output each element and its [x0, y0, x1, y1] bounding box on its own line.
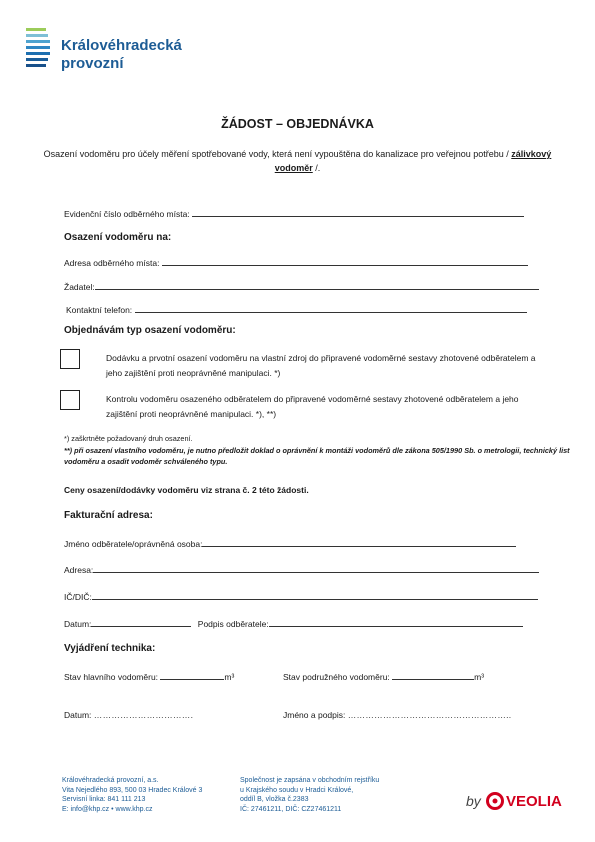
adresa-om-row — [64, 256, 528, 268]
option2-checkbox[interactable] — [60, 390, 80, 410]
logo-bar — [26, 58, 48, 61]
billing-address-field[interactable] — [93, 563, 539, 573]
evidencni-label: Evidenční číslo odběrného místa: — [64, 209, 190, 219]
billing-signature-label: Podpis odběratele: — [197, 619, 269, 629]
footer-registry-line: oddíl B, vložka č.2383 — [240, 796, 309, 803]
option1-checkbox[interactable] — [60, 349, 80, 369]
option1-text: Dodávku a prvotní osazení vodoměru na vlastní zdroj do připravené vodoměrné sestavy zhotovené odběratelem a jeho zajištění proti neoprávněné manipulaci. *) — [106, 353, 536, 378]
veolia-logo-icon — [485, 791, 505, 811]
option2-text: Kontrolu vodoměru osazeného odběratelem do připravené vodoměrné sestavy zhotovené odběratelem a jeho zajištění proti neoprávněné manipulaci. *), **) — [106, 394, 519, 419]
tech-sign-field[interactable]: ……………………………………………….. — [347, 710, 512, 720]
prices-note: Ceny osazení/dodávky vodoměru viz strana č. 2 této žádosti. — [64, 485, 309, 495]
logo-bar — [26, 52, 50, 55]
company-logo-text — [61, 37, 182, 73]
billing-heading: Fakturační adresa: — [64, 510, 153, 521]
main-meter-row — [64, 670, 234, 682]
billing-date-field[interactable] — [91, 617, 191, 627]
sub-meter-label: Stav podružného vodoměru: — [283, 672, 390, 682]
billing-name-label: Jméno odběratele/oprávněná osoba: — [64, 539, 203, 549]
logo-bar — [26, 40, 50, 43]
intro-text: Osazení vodoměru pro účely měření spotřebované vody, která není vypouštěna do kanalizace pro veřejnou potřebu / — [43, 149, 512, 159]
footer-company-line: E: info@khp.cz • www.khp.cz — [62, 805, 153, 813]
tech-sign-label: Jméno a podpis: — [283, 710, 346, 720]
sub-meter-field[interactable] — [392, 670, 474, 680]
billing-ico-label: IČ/DIČ: — [64, 592, 92, 602]
logo-bar — [26, 46, 50, 49]
main-meter-unit: m³ — [224, 672, 235, 682]
intro-text-after: /. — [312, 163, 321, 173]
billing-address-label: Adresa: — [64, 565, 94, 575]
tech-date-label: Datum: — [64, 710, 92, 720]
tech-date-row — [64, 710, 193, 720]
logo-bar — [26, 34, 48, 37]
section-typ: Objednávám typ osazení vodoměru: — [64, 325, 236, 336]
telefon-label: Kontaktní telefon: — [66, 305, 133, 315]
zadatel-label: Žadatel: — [64, 282, 95, 292]
note-1: *) zaškrtněte požadovaný druh osazení. — [64, 434, 193, 443]
sub-meter-row — [283, 670, 484, 682]
zadatel-row — [64, 280, 539, 292]
adresa-om-label: Adresa odběrného místa: — [64, 258, 160, 268]
note-2: **) při osazení vlastního vodoměru, je nutno předložit doklad o oprávnění k montáži vodoměrů dle zákona 505/1990 Sb. o metrologii, technický list vodoměru a osadit vodoměr schváleného typu. — [64, 446, 570, 466]
footer-registry — [240, 776, 379, 814]
intro-emphasis: zálivkový vodoměr — [274, 149, 552, 173]
billing-ico-row — [64, 590, 538, 602]
logo-line1: Královéhradecká — [61, 37, 182, 54]
logo-bar — [26, 64, 46, 67]
evidencni-field[interactable] — [192, 207, 524, 217]
footer-by: by — [466, 793, 481, 809]
logo-line2: provozní — [61, 55, 124, 72]
intro-paragraph — [30, 147, 565, 175]
main-meter-label: Stav hlavního vodoměru: — [64, 672, 159, 682]
billing-address-row — [64, 563, 539, 575]
footer-registry-line: IČ: 27461211, DIČ: CZ27461211 — [240, 805, 342, 813]
billing-date-row — [64, 617, 523, 629]
logo-bars — [26, 28, 52, 70]
logo-bar — [26, 28, 46, 31]
footer-company-line: Vita Nejedlého 893, 500 03 Hradec Králové 3 — [62, 786, 203, 794]
sub-meter-unit: m³ — [474, 672, 485, 682]
document-title: ŽÁDOST – OBJEDNÁVKA — [221, 117, 374, 131]
tech-date-field[interactable]: ……………………………. — [93, 710, 194, 720]
footer-registry-line: u Krajského soudu v Hradci Králové, — [240, 786, 354, 794]
zadatel-field[interactable] — [95, 280, 539, 290]
footer-company — [62, 776, 202, 814]
billing-signature-field[interactable] — [269, 617, 523, 627]
veolia-brand: VEOLIA — [506, 793, 562, 810]
adresa-om-field[interactable] — [162, 256, 528, 266]
footer-company-line: Královéhradecká provozní, a.s. — [62, 777, 159, 784]
footer-registry-line: Společnost je zapsána v obchodním rejstříku — [240, 777, 380, 784]
billing-ico-field[interactable] — [92, 590, 538, 600]
telefon-field[interactable] — [135, 303, 527, 313]
telefon-row — [66, 303, 527, 315]
main-meter-field[interactable] — [160, 670, 224, 680]
billing-name-field[interactable] — [202, 537, 516, 547]
section-osazeni: Osazení vodoměru na: — [64, 232, 172, 243]
billing-name-row — [64, 537, 516, 549]
technician-heading: Vyjádření technika: — [64, 643, 156, 654]
evidencni-row — [64, 207, 524, 219]
footer-company-line: Servisní linka: 841 111 213 — [62, 796, 146, 803]
tech-sign-row — [283, 710, 511, 720]
billing-date-label: Datum: — [64, 619, 92, 629]
